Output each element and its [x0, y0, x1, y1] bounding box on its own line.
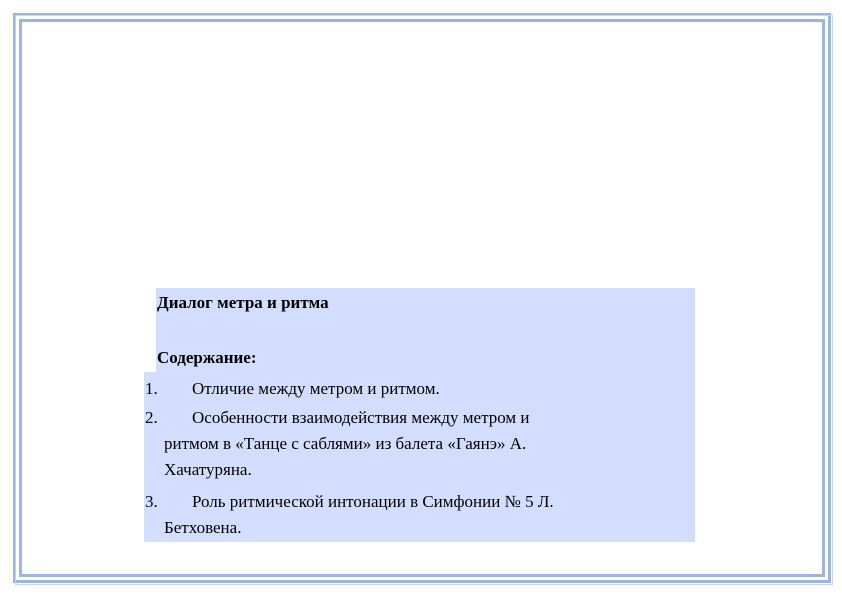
toc-item-text: Роль ритмической интонации в Симфонии № 5 Л. [192, 492, 554, 511]
toc-item-number: 2. [145, 408, 158, 427]
toc-heading: Содержание: [157, 348, 257, 367]
toc-item-text-continued: Бетховена. [164, 518, 242, 537]
document-title: Диалог метра и ритма [157, 293, 329, 312]
toc-item-text-continued: ритмом в «Танце с саблями» из балета «Гаянэ» А. [164, 434, 527, 453]
toc-item-number: 1. [145, 379, 158, 398]
toc-item-number: 3. [145, 492, 158, 511]
toc-item-text-continued: Хачатуряна. [164, 460, 252, 479]
toc-item-text: Отличие между метром и ритмом. [192, 379, 440, 398]
content-block [144, 288, 695, 542]
toc-item-text: Особенности взаимодействия между метром и [192, 408, 530, 427]
